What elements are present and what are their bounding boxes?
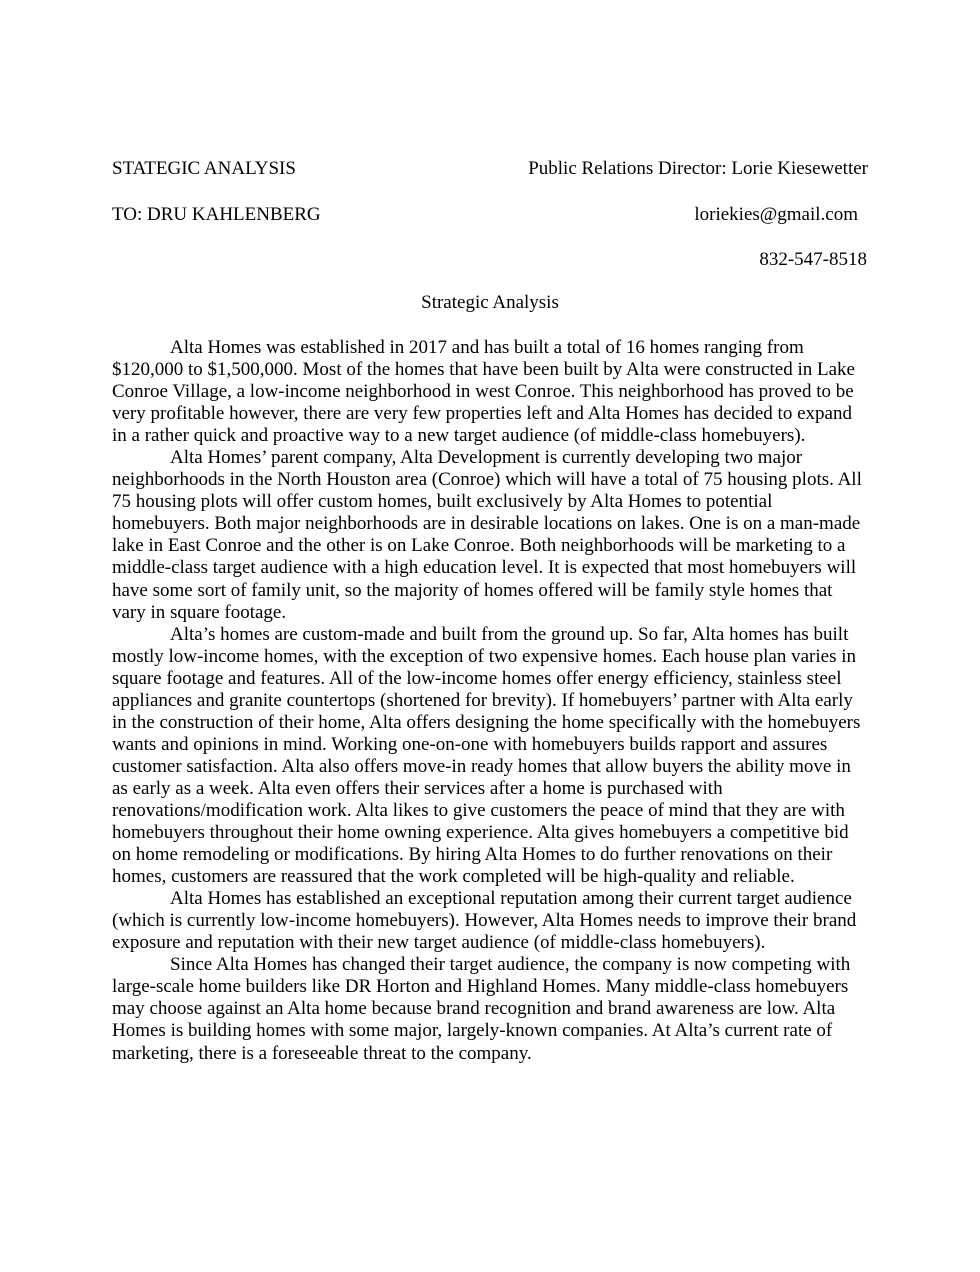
body-paragraph: Alta Homes’ parent company, Alta Development is currently developing two major neighborhoods in the North Houston area (Conroe) which will have a total of 75 housing plots. All 75 housing plots will offer custom homes, built exclusively by Alta Homes to potential homebuyers. Both major neighborhoods are in desirable locations on lakes. One is on a man-made lake in East Conroe and the other is on Lake Conroe. Both neighborhoods will be marketing to a middle-class target audience with a high education level. It is expected that most homebuyers will have some sort of family unit, so the majority of homes offered will be family style homes that vary in square footage. (112, 447, 862, 623)
phone-number: 832-547-8518 (759, 249, 867, 270)
body-paragraph: Since Alta Homes has changed their target audience, the company is now competing with large-scale home builders like DR Horton and Highland Homes. Many middle-class homebuyers may choose against an Alta home because brand recognition and brand awareness are low. Alta Homes is building homes with some major, largely-known companies. At Alta’s current rate of marketing, there is a foreseeable threat to the company. (112, 954, 851, 1064)
body-paragraph: Alta Homes was established in 2017 and has built a total of 16 homes ranging from $120,000 to $1,500,000. Most of the homes that have been built by Alta were constructed in Lake Conroe Village, a low-income neighborhood in west Conroe. This neighborhood has proved to be very profitable however, there are very few properties left and Alta Homes has decided to expand in a rather quick and proactive way to a new target audience (of middle-class homebuyers). (112, 337, 855, 447)
director-line: Public Relations Director: Lorie Kiesewetter (528, 158, 868, 179)
document-label: STATEGIC ANALYSIS (112, 158, 296, 179)
body-paragraph: Alta’s homes are custom-made and built from the ground up. So far, Alta homes has built mostly low-income homes, with the exception of two expensive homes. Each house plan varies in square footage and features. All of the low-income homes offer energy efficiency, stainless steel appliances and granite countertops (shortened for brevity). If homebuyers’ partner with Alta early in the construction of their home, Alta offers designing the home specifically with the homebuyers wants and opinions in mind. Working one-on-one with homebuyers builds rapport and assures customer satisfaction. Alta also offers move-in ready homes that allow buyers the ability move in as early as a week. Alta even offers their services after a home is purchased with renovations/modification work. Alta likes to give customers the peace of mind that they are with homebuyers throughout their home owning experience. Alta gives homebuyers a competitive bid on home remodeling or modifications. By hiring Alta Homes to do further renovations on their homes, customers are reassured that the work completed will be high-quality and reliable. (112, 623, 861, 888)
document-body (112, 337, 868, 1065)
page-title: Strategic Analysis (421, 292, 559, 313)
email-address: loriekies@gmail.com (694, 204, 858, 225)
recipient-line: TO: DRU KAHLENBERG (112, 204, 321, 225)
body-paragraph: Alta Homes has established an exceptional reputation among their current target audience (which is currently low-income homebuyers). However, Alta Homes needs to improve their brand exposure and reputation with their new target audience (of middle-class homebuyers). (112, 888, 857, 954)
